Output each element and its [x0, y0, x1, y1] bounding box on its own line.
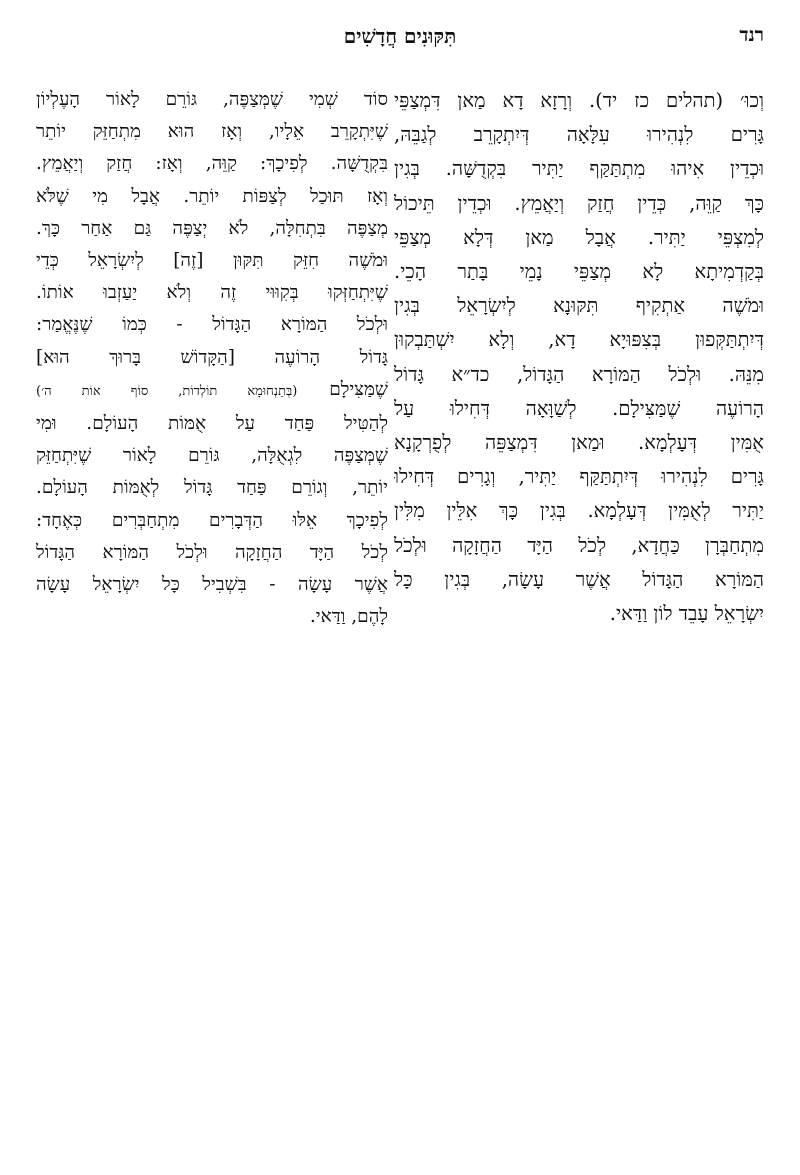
book-title: תִּקּוּנִים חֲדָשִׁים: [343, 24, 457, 48]
text-line: שֶׁמְּצַפֶּה לִגְאֻלָּה, גּוֹרֵם לָאוֹר שֶׁיִּתְחַזֵּק: [36, 445, 388, 467]
text-line: וּמֹשֶׁה חִזֵּק תִּקּוּן [זֶה] לְיִשְׂרָאֵל כְּדֵי: [36, 250, 388, 272]
text-line: לְהַטִּיל פַּחַד עַל אֻמּוֹת הָעוֹלָם. וּמִי: [36, 413, 388, 435]
text-line: גָּרִים לִנְהִירוּ דְּיִתְתַּקַּף יַתִּיר, וְגָרִים דְּחִילוּ: [394, 465, 764, 489]
text-line: לָהֶם, וַדַּאי.: [309, 606, 388, 628]
text-line: יוֹתֵר, וְגוֹרֵם פַּחַד גָּדוֹל לְאֻמּוֹת הָעוֹלָם.: [36, 477, 388, 499]
text-line: וּלְכֹל הַמּוֹרָא הַגָּדוֹל - כְּמוֹ שֶׁנֶּאֱמַר:: [36, 314, 388, 336]
text-line: יַתִּיר לְאֻמִּין דְּעָלְמָא. בְּגִין כָּךְ אִלֵּין מִלִּין: [394, 499, 764, 523]
text-line: וּכְדֵין אִיהוּ מִתְתַּקַּף יַתִּיר בִּקְדֻשָּׁה. בְּגִין: [394, 157, 764, 181]
text-line: מִתְחַבְּרָן כַּחֲדָא, לְכֹל הַיָּד הַחֲזָקָה וּלְכֹל: [394, 533, 764, 557]
text-line: וְאָז תּוּכַל לְצַפּוֹת יוֹתֵר. אֲבָל מִי שֶׁלֹּא: [36, 185, 388, 207]
text-line: הַמּוֹרָא הַגָּדוֹל אֲשֶׁר עָשָׂה, בְּגִין כָּל: [394, 567, 764, 591]
text-line: וְכוּ׳ (תהלים כז יד). וְרָזָא דָא מַאן דִּמְצַפֵּי: [394, 89, 764, 112]
text-line: דְּיִתְתַּקְּפוּן בְּצִפּוּיָא דָא, וְלָא יִשְׁתַּבְקוּן: [394, 328, 764, 352]
text-line: מְצַפֶּה בִּתְחִלָּה, לֹא יְצַפֶּה גַּם אַחַר כָּךְ.: [36, 217, 388, 239]
text-line: וּמֹשֶׁה אַתְקִיף תִּקּוּנָא לְיִשְׂרָאֵל בְּגִין: [394, 294, 764, 318]
text-line: שֶׁיִּתְקָרֵב אֵלָיו, וְאָז הוּא מִתְחַזֵּק יוֹתֵר: [36, 121, 388, 143]
text-line: בְּקַדְמִיתָא לָא מְצַפֵּי נָמֵי בָּתַר הָכֵי.: [394, 260, 764, 284]
text-line: גָּדוֹל הָרוֹעֶה [הַקָּדוֹשׁ בָּרוּךְ הוּא]: [36, 346, 388, 368]
text-line: לְמִצְפֵּי יַתִּיר. אֲבָל מַאן דְּלָא מְצַפֵּי: [394, 225, 764, 249]
running-head: [36, 24, 764, 54]
page-number: רנד: [739, 24, 764, 46]
aramaic-text-column: [394, 84, 764, 631]
text-line: לְפִיכָךְ אֵלּוּ הַדְּבָרִים מִתְחַבְּרִים כְּאֶחָד:: [36, 509, 388, 531]
text-line: לְכֹל הַיָּד הַחֲזָקָה וּלְכֹל הַמּוֹרָא הַגָּדוֹל: [36, 541, 388, 563]
hebrew-translation-column: [36, 84, 388, 633]
text-line: הָרוֹעֶה שֶׁמַּצִּילָם. לְשַׁוָּאָה דְּחִילוּ עַל: [394, 396, 764, 420]
text-line: אֲשֶׁר עָשָׂה - בִּשְׁבִיל כָּל יִשְׂרָאֵל עָשָׂה: [36, 574, 388, 596]
source-citation: (בְּתַנְחוּמָא תוֹלְדוֹת, סוֹף אוֹת ה׳): [36, 383, 298, 399]
text-line: כָּךְ קַוֵּה, כְּדֵין חֲזַק וְיַאֲמֵץ. וּכְדֵין תֵּיכוֹל: [394, 191, 764, 215]
text-line: שֶׁיִּתְחַזְּקוּ בְּקִוּוּי זֶה וְלֹא יַעַזְבוּ אוֹתוֹ.: [36, 282, 388, 304]
text-line: סוֹד שְׁמִי שֶׁמְּצַפֶּה, גּוֹרֵם לָאוֹר הָעֶלְיוֹן: [36, 89, 388, 110]
text-line: אֻמִּין דְּעָלְמָא. וּמַאן דִּמְצַפֵּה לְפֻרְקָנָא: [394, 431, 764, 455]
text-line: מִנֵּהּ. וּלְכֹל הַמּוֹרָא הַגָּדוֹל, כד״א גָּדוֹל: [394, 362, 764, 386]
text-line: יִשְׂרָאֵל עָבֵד לוֹן וַדַּאי.: [609, 602, 764, 626]
text-line: גָּרִים לִנְהִירוּ עִלָּאָה דְּיִתְקָרֵב לְגַבֵּהּ,: [394, 123, 764, 147]
text-line: שֶׁמַּצִּילָם (בְּתַנְחוּמָא תוֹלְדוֹת, סוֹף אוֹת ה׳): [36, 378, 388, 400]
text-line: בִּקְדֻשָּׁה. לְפִיכָךְ: קַוֵּה, וְאָז: חֲזַק וְיַאֲמֵץ.: [36, 153, 388, 175]
